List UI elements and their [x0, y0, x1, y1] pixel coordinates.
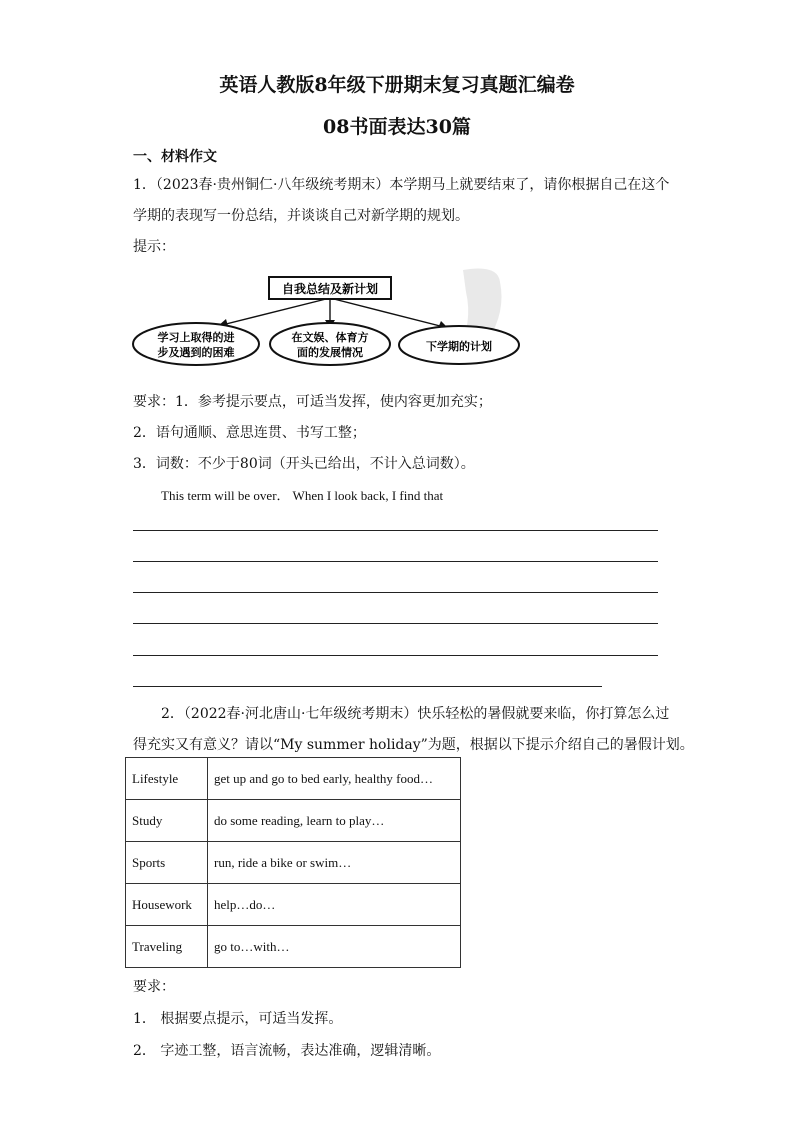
ellipse-middle-label-1: 在文娱、体育方	[291, 331, 369, 344]
document-title: 英语人教版8年级下册期末复习真题汇编卷	[219, 74, 575, 96]
ellipse-right-label: 下学期的计划	[426, 340, 492, 353]
section-heading: 一、材料作文	[133, 149, 217, 165]
hint-diagram	[128, 262, 528, 378]
table-cell-hint: help…do…	[208, 884, 461, 926]
writing-line	[133, 592, 658, 593]
q1-hint-label: 提示：	[133, 239, 175, 255]
table-cell-hint: run, ride a bike or swim…	[208, 842, 461, 884]
table-row	[126, 926, 461, 968]
writing-line	[133, 686, 602, 687]
q1-prompt-line1: 1．（2023春·贵州铜仁·八年级统考期末）本学期马上就要结束了，请你根据自己在这个	[133, 177, 670, 193]
q1-requirement-2: 2．语句通顺、意思连贯、书写工整；	[133, 425, 366, 441]
table-cell-hint: get up and go to bed early, healthy food…	[208, 758, 461, 800]
q2-requirement-label: 要求：	[133, 979, 175, 995]
center-box-label: 自我总结及新计划	[281, 282, 379, 296]
table-cell-category: Study	[126, 800, 208, 842]
table-cell-category: Housework	[126, 884, 208, 926]
q1-prompt-line2: 学期的表现写一份总结，并谈谈自己对新学期的规划。	[133, 208, 469, 224]
q1-requirement-3: 3．词数：不少于80词（开头已给出，不计入总词数）。	[133, 456, 475, 472]
table-row	[126, 842, 461, 884]
writing-line	[133, 623, 658, 624]
table-row	[126, 758, 461, 800]
writing-line	[133, 655, 658, 656]
table-row	[126, 800, 461, 842]
writing-line	[133, 530, 658, 531]
table-cell-category: Traveling	[126, 926, 208, 968]
table-row	[126, 884, 461, 926]
table-cell-hint: go to…with…	[208, 926, 461, 968]
ellipse-left-label-1: 学习上取得的进	[157, 331, 235, 344]
ellipse-left-label-2: 步及遇到的困难	[157, 346, 235, 359]
q2-prompt-line2: 得充实又有意义？请以“My summer holiday”为题，根据以下提示介绍自己的暑假计划。	[133, 737, 694, 753]
document-subtitle: 08书面表达30篇	[323, 116, 471, 138]
table-cell-category: Lifestyle	[126, 758, 208, 800]
q1-opening-sentence: This term will be over． When I look back, I find that	[161, 488, 444, 503]
ellipse-middle-label-2: 面的发展情况	[297, 346, 363, 359]
summer-plan-table	[125, 757, 461, 968]
writing-line	[133, 561, 658, 562]
q2-requirement-1: 1． 根据要点提示，可适当发挥。	[133, 1011, 343, 1027]
table-cell-hint: do some reading, learn to play…	[208, 800, 461, 842]
table-cell-category: Sports	[126, 842, 208, 884]
q2-prompt-line1: 2．（2022春·河北唐山·七年级统考期末）快乐轻松的暑假就要来临，你打算怎么过	[161, 706, 670, 722]
q2-requirement-2: 2． 字迹工整，语言流畅，表达准确，逻辑清晰。	[133, 1043, 441, 1059]
connector-left	[218, 298, 330, 326]
q1-requirement-1: 要求：1．参考提示要点，可适当发挥，使内容更加充实；	[133, 394, 492, 410]
